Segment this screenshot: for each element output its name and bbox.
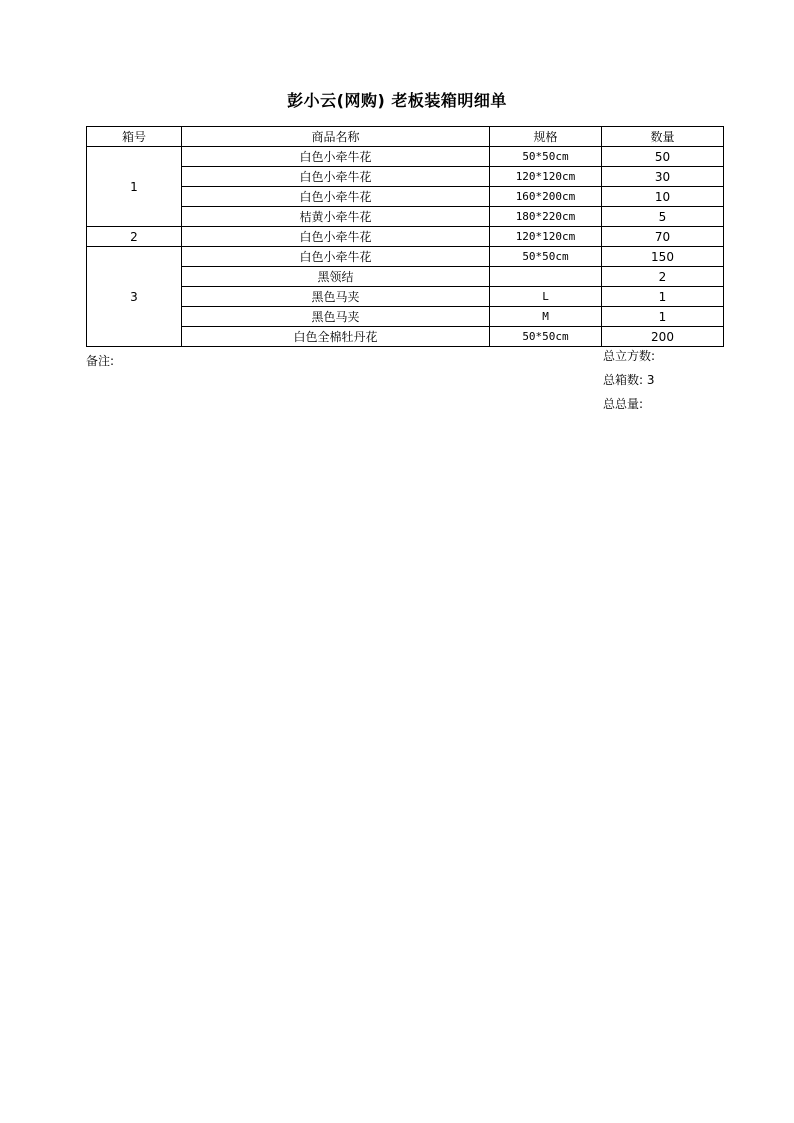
- quantity-cell: 1: [602, 287, 724, 307]
- box-number-cell: 2: [87, 227, 182, 247]
- quantity-cell: 10: [602, 187, 724, 207]
- spec-cell: 50*50cm: [490, 327, 602, 347]
- spec-cell: 50*50cm: [490, 147, 602, 167]
- spec-cell: 160*200cm: [490, 187, 602, 207]
- product-name-cell: 桔黄小牵牛花: [182, 207, 490, 227]
- quantity-cell: 30: [602, 167, 724, 187]
- spec-cell: 180*220cm: [490, 207, 602, 227]
- document-title: 彭小云(网购) 老板装箱明细单: [287, 91, 507, 110]
- table-row: [87, 287, 724, 307]
- total-boxes-label: 总箱数: 3: [603, 373, 655, 387]
- spec-cell: L: [490, 287, 602, 307]
- product-name-cell: 黑领结: [182, 267, 490, 287]
- table-row: [87, 307, 724, 327]
- table-row: [87, 327, 724, 347]
- product-name-cell: 白色小牵牛花: [182, 187, 490, 207]
- spec-cell: 120*120cm: [490, 167, 602, 187]
- table-header-row: [87, 127, 724, 147]
- product-name-cell: 白色小牵牛花: [182, 147, 490, 167]
- quantity-cell: 5: [602, 207, 724, 227]
- product-name-cell: 白色小牵牛花: [182, 227, 490, 247]
- table-row: [87, 227, 724, 247]
- product-name-cell: 白色全棉牡丹花: [182, 327, 490, 347]
- table-row: [87, 187, 724, 207]
- quantity-cell: 1: [602, 307, 724, 327]
- header-spec: 规格: [490, 127, 602, 147]
- spec-cell: M: [490, 307, 602, 327]
- table-row: [87, 267, 724, 287]
- quantity-cell: 200: [602, 327, 724, 347]
- box-number-cell: 3: [87, 247, 182, 347]
- spec-cell: 120*120cm: [490, 227, 602, 247]
- quantity-cell: 50: [602, 147, 724, 167]
- product-name-cell: 黑色马夹: [182, 307, 490, 327]
- quantity-cell: 150: [602, 247, 724, 267]
- remark-label: 备注:: [86, 354, 115, 368]
- spec-cell: 50*50cm: [490, 247, 602, 267]
- product-name-cell: 白色小牵牛花: [182, 167, 490, 187]
- table-row: [87, 207, 724, 227]
- table-row: [87, 247, 724, 267]
- header-product-name: 商品名称: [182, 127, 490, 147]
- total-weight-label: 总总量:: [603, 397, 644, 411]
- spec-cell: [490, 267, 602, 287]
- box-number-cell: 1: [87, 147, 182, 227]
- packing-list-table: [86, 126, 724, 347]
- table-row: [87, 167, 724, 187]
- summary-block: [603, 348, 655, 420]
- table-row: [87, 147, 724, 167]
- product-name-cell: 白色小牵牛花: [182, 247, 490, 267]
- header-quantity: 数量: [602, 127, 724, 147]
- header-box-no: 箱号: [87, 127, 182, 147]
- quantity-cell: 2: [602, 267, 724, 287]
- total-volume-label: 总立方数:: [603, 349, 656, 363]
- product-name-cell: 黑色马夹: [182, 287, 490, 307]
- quantity-cell: 70: [602, 227, 724, 247]
